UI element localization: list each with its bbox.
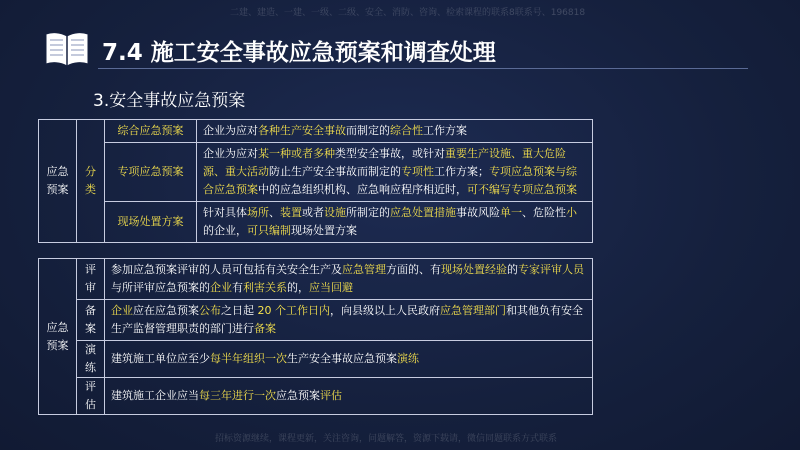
text-segment: 建筑施工单位应至少 xyxy=(111,352,210,365)
table-row xyxy=(39,202,593,243)
watermark-bottom: 招标资源继续，课程更新，关注咨询，问题解答，资源下载请，微信同题联系方式联系 xyxy=(215,434,558,444)
text-segment: 应急预案 xyxy=(276,389,320,402)
text-segment: 单一 xyxy=(500,206,522,219)
text-segment: 可不编写专项应急预案 xyxy=(467,183,577,196)
header xyxy=(44,28,744,72)
text-segment: 应当回避 xyxy=(309,281,353,294)
plan-type-label: 专项应急预案 xyxy=(117,165,184,178)
procedure-table xyxy=(38,258,593,415)
text-segment: 工作方案 xyxy=(423,124,467,137)
page-title: 7.4 施工安全事故应急预案和调查处理 xyxy=(102,40,496,66)
text-segment: 小 xyxy=(566,206,577,219)
plan-description xyxy=(197,143,593,202)
text-segment: 演练 xyxy=(397,352,419,365)
plan-type-label: 现场处置方案 xyxy=(117,215,184,228)
text-segment: 所制定的 xyxy=(346,206,390,219)
text-segment: 的企业， xyxy=(203,224,247,237)
text-segment: 评审人员 xyxy=(540,263,584,276)
row-label: 应急预案 xyxy=(39,259,77,415)
text-segment: 或者 xyxy=(302,206,324,219)
table-row xyxy=(39,143,593,202)
text-segment: 备案 xyxy=(254,322,276,335)
plan-type xyxy=(105,120,197,143)
text-segment: 综合性 xyxy=(390,124,423,137)
text-segment: 专项性 xyxy=(401,165,434,178)
text-segment: 建筑施工企业应当 xyxy=(111,389,199,402)
text-segment: 20 个工作日内 xyxy=(257,304,330,317)
book-icon xyxy=(44,30,90,68)
text-segment: 的， xyxy=(287,281,309,294)
text-segment: 公布 xyxy=(199,304,221,317)
text-segment: 装置 xyxy=(280,206,302,219)
procedure-description xyxy=(105,341,593,378)
text-segment: 、危险性 xyxy=(522,206,566,219)
table-row xyxy=(39,378,593,415)
row-label: 应急预案 xyxy=(39,120,77,243)
text-segment: 应急管理 xyxy=(342,263,386,276)
text-segment: 之日起 xyxy=(221,304,258,317)
text-segment: 每半年组织一次 xyxy=(210,352,287,365)
table-row xyxy=(39,259,593,300)
text-segment: 各种生产安全事故 xyxy=(258,124,346,137)
text-segment: ，向县级以上人民政府 xyxy=(330,304,440,317)
text-segment: 利害关系 xyxy=(243,281,287,294)
text-segment: 防止生产安全事故而制定的 xyxy=(269,165,401,178)
text-segment: 企业为应对 xyxy=(203,147,258,160)
text-segment: 、 xyxy=(269,206,280,219)
text-segment: 针对具体 xyxy=(203,206,247,219)
text-segment: 现场处置经验 xyxy=(441,263,507,276)
text-segment: 企业 xyxy=(210,281,232,294)
table-row xyxy=(39,341,593,378)
text-segment: 场所 xyxy=(247,206,269,219)
table-row xyxy=(39,300,593,341)
text-segment: 专家 xyxy=(518,263,540,276)
text-segment: 中的应急组织机构、应急响应程序相近时， xyxy=(258,183,467,196)
plan-type xyxy=(105,202,197,243)
procedure-description xyxy=(105,259,593,300)
plan-description xyxy=(197,120,593,143)
text-segment: 专项应急预案与综合应急预案 xyxy=(203,165,577,196)
watermark-top: 二建、建造、一建、一级、二级、安全、消防、咨询、检索课程的联系8联系号、196818 xyxy=(230,8,586,18)
text-segment: 和其他负有安全生产监督管理职责的部门进行 xyxy=(111,304,583,335)
text-segment: 应急处置措施 xyxy=(390,206,456,219)
text-segment: 每三年进行一次 xyxy=(199,389,276,402)
text-segment: 参加应急预案评审的人员可包括有关安全生产及 xyxy=(111,263,342,276)
title-divider xyxy=(98,68,748,69)
text-segment: 现场处置方案 xyxy=(291,224,357,237)
procedure-description xyxy=(105,300,593,341)
plan-description xyxy=(197,202,593,243)
text-segment: 与所评审应急预案的 xyxy=(111,281,210,294)
text-segment: 生产安全事故应急预案 xyxy=(287,352,397,365)
text-segment: 的 xyxy=(507,263,518,276)
procedure-label: 评审 xyxy=(77,259,105,300)
text-segment: 应急管理部门 xyxy=(440,304,506,317)
section-subtitle: 3.安全事故应急预案 xyxy=(93,91,246,111)
text-segment: 企业 xyxy=(111,304,133,317)
text-segment: 可只编制 xyxy=(247,224,291,237)
classification-table xyxy=(38,119,593,243)
procedure-label: 备案 xyxy=(77,300,105,341)
text-segment: 重要生产设施、重大危险源、重大活动 xyxy=(203,147,566,178)
text-segment: 事故风险 xyxy=(456,206,500,219)
text-segment: 有 xyxy=(232,281,243,294)
text-segment: 设施 xyxy=(324,206,346,219)
text-segment: 工作方案； xyxy=(434,165,489,178)
text-segment: 应在应急预案 xyxy=(133,304,199,317)
text-segment: 企业为应对 xyxy=(203,124,258,137)
table-row xyxy=(39,120,593,143)
text-segment: 类型安全事故，或针对 xyxy=(335,147,445,160)
procedure-label: 评估 xyxy=(77,378,105,415)
procedure-label: 演练 xyxy=(77,341,105,378)
text-segment: 而制定的 xyxy=(346,124,390,137)
text-segment: 方面的、有 xyxy=(386,263,441,276)
group-label: 分类 xyxy=(77,120,105,243)
plan-type xyxy=(105,143,197,202)
plan-type-label: 综合应急预案 xyxy=(117,124,184,137)
text-segment: 某一种或者多种 xyxy=(258,147,335,160)
procedure-description xyxy=(105,378,593,415)
text-segment: 评估 xyxy=(320,389,342,402)
